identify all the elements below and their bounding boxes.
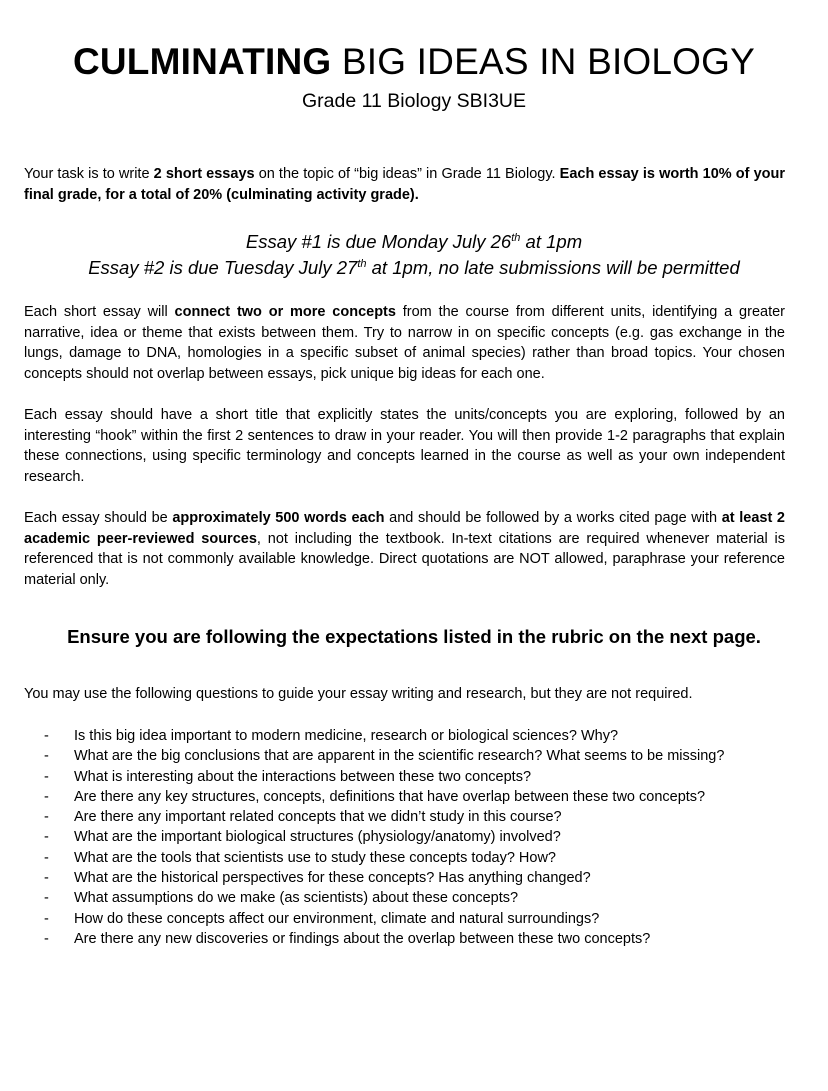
title-bold: CULMINATING (72, 41, 332, 82)
question-text: What are the tools that scientists use to study these concepts today? How? (74, 849, 556, 866)
essay2-due-time: at 1pm, no late submissions will be permitted (366, 257, 740, 278)
structure-paragraph: Each essay should have a short title that explicitly states the units/concepts you are exploring, followed by an interesting “hook” within the first 2 sentences to draw in your reader. You will then provide 1-2 paragraphs that explain these connections, using specific terminology and concepts learned in the course as well as your own independent research. (24, 407, 785, 485)
concepts-text-1: Each short essay will (24, 304, 175, 320)
title-rest: BIG IDEAS IN BIOLOGY (331, 41, 756, 82)
question-text: What is interesting about the interactions between these two concepts? (74, 768, 532, 785)
question-text: Are there any new discoveries or findings about the overlap between these two concepts? (74, 930, 651, 947)
question-item (44, 909, 724, 929)
essay2-due (0, 255, 828, 281)
question-item (44, 827, 724, 847)
question-item (44, 868, 724, 888)
question-item (44, 787, 724, 807)
essay1-due-time: at 1pm (520, 231, 583, 252)
question-item (44, 848, 724, 868)
intro-text-2: on the topic of “big ideas” in Grade 11 Biology. (254, 166, 560, 182)
guiding-questions-list (44, 726, 724, 949)
essay1-due (0, 229, 828, 255)
question-text: What assumptions do we make (as scientists) about these concepts? (74, 890, 519, 907)
question-text: Are there any key structures, concepts, definitions that have overlap between these two concepts? (74, 788, 706, 805)
essay1-due-text: Essay #1 is due Monday July 26 (245, 231, 512, 252)
guide-intro: You may use the following questions to guide your essay writing and research, but they are not required. (24, 686, 693, 702)
essay1-due-sup: th (511, 231, 521, 244)
list-dash: - (44, 728, 49, 744)
concepts-paragraph (24, 302, 785, 384)
question-item (44, 767, 724, 787)
list-dash: - (44, 910, 49, 927)
list-dash: - (44, 930, 49, 947)
question-text: What are the historical perspectives for these concepts? Has anything changed? (74, 870, 591, 887)
page-title (0, 40, 828, 84)
intro-text-1: Your task is to write (24, 166, 154, 182)
intro-bold-1: 2 short essays (153, 166, 255, 182)
length-text-3: , not including the textbook. In-text citations are required whenever material is referenced that is not commonly available knowledge. Direct quotations are NOT allowed, paraphrase your reference material only. (24, 530, 786, 588)
page-subtitle: Grade 11 Biology SBI3UE (301, 90, 526, 112)
intro-paragraph (24, 164, 785, 205)
list-dash: - (44, 849, 49, 866)
question-text: What are the important biological structures (physiology/anatomy) involved? (74, 829, 561, 846)
length-bold-2: at least 2 academic peer-reviewed sources (24, 510, 785, 547)
list-dash: - (44, 809, 49, 826)
question-item (44, 807, 724, 827)
list-dash: - (44, 829, 49, 846)
question-item (44, 888, 724, 908)
list-dash: - (44, 890, 49, 907)
question-text: Is this big idea important to modern medicine, research or biological sciences? Why? (74, 728, 619, 744)
intro-bold-2: Each essay is worth 10% of your final grade, for a total of 20% (culminating activity grade). (24, 166, 785, 203)
question-text: What are the big conclusions that are apparent in the scientific research? What seems to be missing? (74, 748, 725, 765)
essay2-due-sup: th (357, 257, 367, 270)
essay2-due-text: Essay #2 is due Tuesday July 27 (88, 257, 358, 278)
concepts-bold: connect two or more concepts (174, 304, 396, 320)
list-dash: - (44, 748, 49, 765)
list-dash: - (44, 788, 49, 805)
concepts-text-2: from the course from different units, identifying a greater narrative, idea or theme that exists between them. Try to narrow in on specific concepts (e.g. gas exchange in the lungs, damage to DNA, homologies in a specific subset of animal species) rather than broad topics. Your chosen concepts should not overlap between essays, pick unique big ideas for each one. (24, 304, 785, 382)
length-text-2: and should be followed by a works cited page with (384, 510, 722, 526)
question-item (44, 726, 724, 746)
question-text: Are there any important related concepts that we didn’t study in this course? (74, 809, 562, 826)
length-bold-1: approximately 500 words each (172, 510, 385, 526)
question-item (44, 746, 724, 766)
length-text-1: Each essay should be (24, 510, 173, 526)
list-dash: - (44, 768, 49, 785)
question-item (44, 929, 724, 949)
rubric-notice: Ensure you are following the expectations listed in the rubric on the next page. (67, 626, 761, 647)
list-dash: - (44, 870, 49, 887)
question-text: How do these concepts affect our environment, climate and natural surroundings? (74, 910, 600, 927)
length-paragraph (24, 508, 785, 590)
